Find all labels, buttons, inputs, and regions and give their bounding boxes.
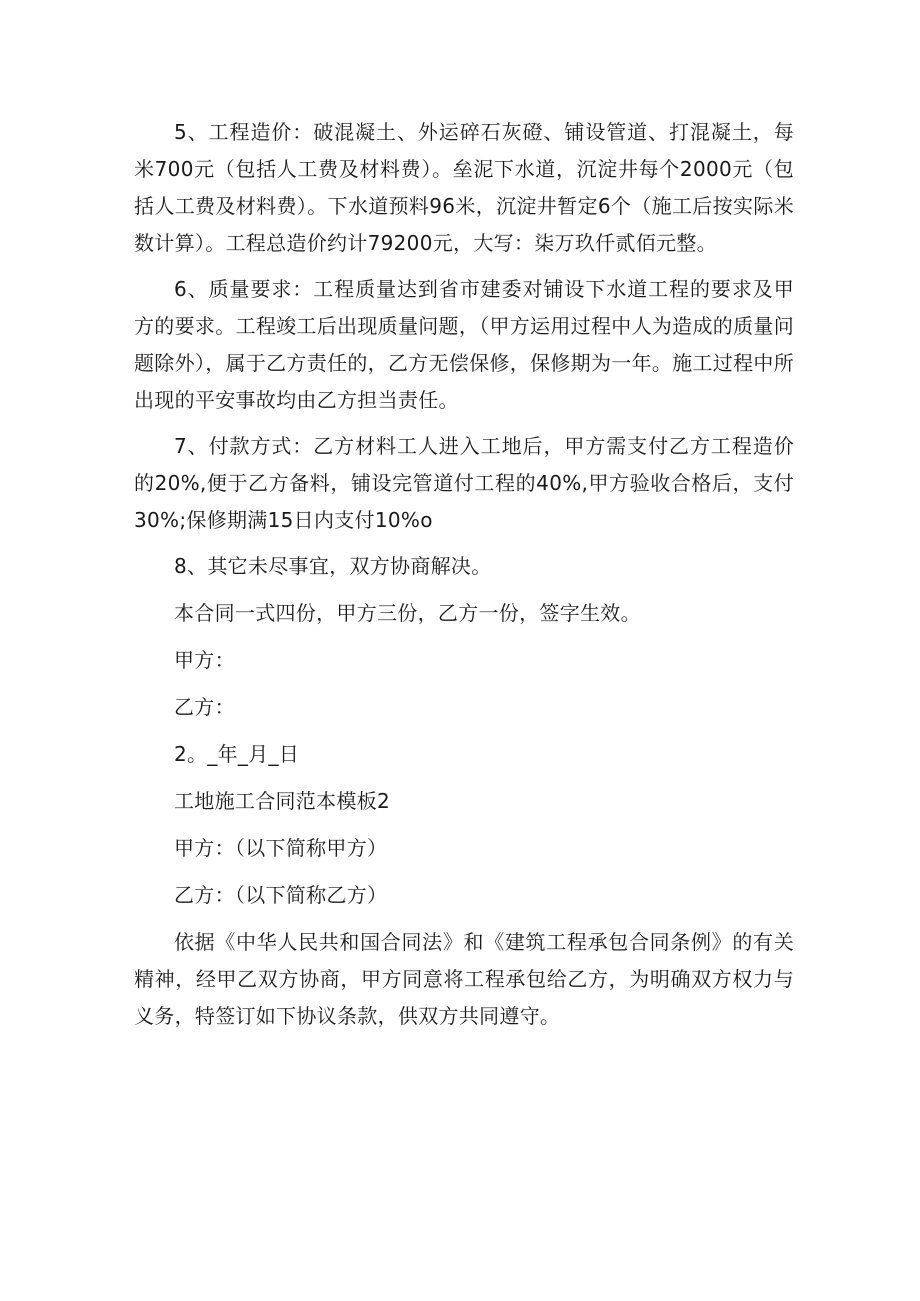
party-b-signature: 乙方： [174, 695, 235, 719]
template-2-party-a: 甲方：（以下简称甲方） [174, 836, 388, 860]
clause-8-other: 8、其它未尽事宜，双方协商解决。 [174, 554, 492, 578]
template-2-party-b: 乙方：（以下简称乙方） [174, 883, 388, 907]
clause-6-quality: 6、质量要求：工程质量达到省市建委对铺设下水道工程的要求及甲方的要求。工程竣工后出现质量问题，（甲方运用过程中人为造成的质量问题除外），属于乙方责任的，乙方无偿保修，保修期为一年。施工过程中所出现的平安事故均由乙方担当责任。 [134, 277, 794, 412]
template-2-title: 工地施工合同范本模板2 [174, 789, 391, 813]
clause-7-payment: 7、付款方式：乙方材料工人进入工地后，甲方需支付乙方工程造价的20%,便于乙方备料，铺设完管道付工程的40%,甲方验收合格后，支付30%;保修期满15日内支付10%o [134, 434, 794, 532]
template-2-preamble: 依据《中华人民共和国合同法》和《建筑工程承包合同条例》的有关精神，经甲乙双方协商，甲方同意将工程承包给乙方，为明确双方权力与义务，特签订如下协议条款，供双方共同遵守。 [134, 930, 794, 1028]
copies-statement: 本合同一式四份，甲方三份，乙方一份，签字生效。 [174, 601, 641, 625]
party-a-signature: 甲方： [174, 648, 235, 672]
date-line: 2。_年_月_日 [174, 742, 300, 766]
document-body [134, 114, 794, 1035]
clause-5-cost: 5、工程造价：破混凝土、外运碎石灰磴、铺设管道、打混凝土，每米700元（包括人工费及材料费）。垒泥下水道，沉淀井每个2000元（包括人工费及材料费）。下水道预料96米，沉淀井暂定6个（施工后按实际米数计算）。工程总造价约计79200元，大写：柒万玖仟贰佰元整。 [134, 120, 794, 255]
